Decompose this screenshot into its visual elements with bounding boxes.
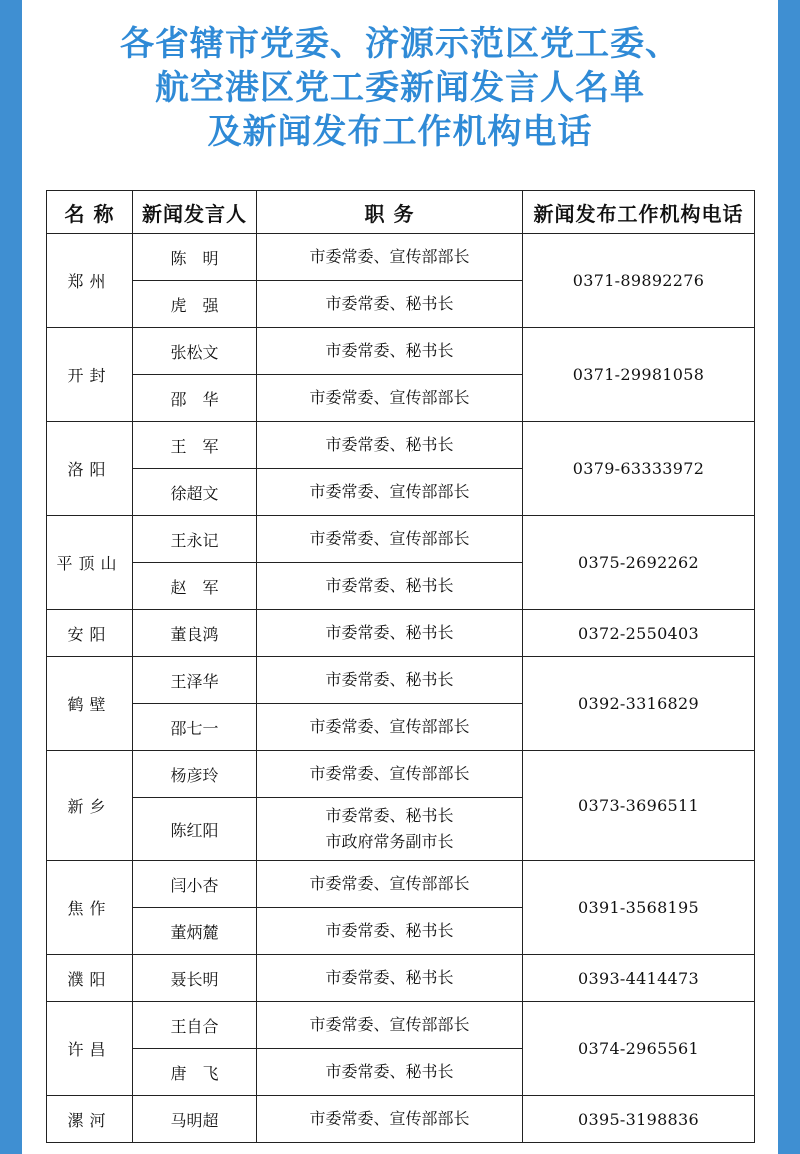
header-position: 职 务 <box>257 191 523 234</box>
table-row <box>47 955 755 1002</box>
table-row <box>47 751 755 798</box>
position-line: 市委常委、宣传部部长 <box>309 247 470 266</box>
phone-cell: 0379-63333972 <box>523 422 755 516</box>
page-title <box>22 22 778 154</box>
city-cell: 许昌 <box>47 1002 133 1096</box>
position-line: 市委常委、宣传部部长 <box>309 717 470 736</box>
table-row <box>47 234 755 281</box>
position-cell <box>257 610 523 657</box>
position-cell <box>257 516 523 563</box>
spokesperson-cell: 陈 明 <box>133 234 257 281</box>
position-line: 市委常委、秘书长 <box>325 968 454 987</box>
table-body <box>47 234 755 1143</box>
position-cell <box>257 375 523 422</box>
spokesperson-cell: 聂长明 <box>133 955 257 1002</box>
spokesperson-cell: 邵七一 <box>133 704 257 751</box>
position-line: 市委常委、宣传部部长 <box>309 529 470 548</box>
city-cell: 濮阳 <box>47 955 133 1002</box>
position-line: 市委常委、秘书长 <box>325 670 454 689</box>
spokesperson-cell: 陈红阳 <box>133 798 257 861</box>
phone-cell: 0395-3198836 <box>523 1096 755 1143</box>
position-line: 市委常委、宣传部部长 <box>309 1109 470 1128</box>
position-line: 市委常委、秘书长 <box>325 921 454 940</box>
position-cell <box>257 563 523 610</box>
city-cell: 平顶山 <box>47 516 133 610</box>
phone-cell: 0391-3568195 <box>523 861 755 955</box>
spokesperson-cell: 王自合 <box>133 1002 257 1049</box>
position-line: 市委常委、宣传部部长 <box>309 1015 470 1034</box>
table-header-row <box>47 191 755 234</box>
table-row <box>47 1096 755 1143</box>
city-cell: 鹤壁 <box>47 657 133 751</box>
city-cell: 安阳 <box>47 610 133 657</box>
position-cell <box>257 704 523 751</box>
spokesperson-cell: 赵 军 <box>133 563 257 610</box>
position-cell <box>257 1049 523 1096</box>
spokesperson-cell: 马明超 <box>133 1096 257 1143</box>
position-cell <box>257 657 523 704</box>
position-cell <box>257 908 523 955</box>
phone-cell: 0392-3316829 <box>523 657 755 751</box>
city-cell: 洛阳 <box>47 422 133 516</box>
position-line: 市委常委、秘书长 <box>325 806 454 825</box>
title-line-3: 及新闻发布工作机构电话 <box>207 112 593 152</box>
position-cell <box>257 281 523 328</box>
position-cell <box>257 955 523 1002</box>
document-page <box>22 0 778 1154</box>
city-cell: 郑州 <box>47 234 133 328</box>
spokesperson-cell: 虎 强 <box>133 281 257 328</box>
title-line-1: 各省辖市党委、济源示范区党工委、 <box>120 24 680 64</box>
position-line: 市委常委、秘书长 <box>325 1062 454 1081</box>
table-row <box>47 422 755 469</box>
position-line: 市委常委、秘书长 <box>325 623 454 642</box>
phone-cell: 0372-2550403 <box>523 610 755 657</box>
spokesperson-cell: 邵 华 <box>133 375 257 422</box>
table-row <box>47 328 755 375</box>
table-row <box>47 516 755 563</box>
city-cell: 焦作 <box>47 861 133 955</box>
position-line: 市委常委、秘书长 <box>325 576 454 595</box>
table-row <box>47 1002 755 1049</box>
header-name: 名 称 <box>47 191 133 234</box>
position-line: 市委常委、宣传部部长 <box>309 764 470 783</box>
position-cell <box>257 469 523 516</box>
position-line: 市政府常务副市长 <box>325 832 454 851</box>
spokesperson-cell: 董良鸿 <box>133 610 257 657</box>
phone-cell: 0375-2692262 <box>523 516 755 610</box>
city-cell: 漯河 <box>47 1096 133 1143</box>
header-spokesperson: 新闻发言人 <box>133 191 257 234</box>
position-cell <box>257 234 523 281</box>
spokesperson-cell: 董炳麓 <box>133 908 257 955</box>
position-line: 市委常委、宣传部部长 <box>309 482 470 501</box>
spokesperson-cell: 王泽华 <box>133 657 257 704</box>
spokesperson-table <box>46 190 755 1143</box>
position-line: 市委常委、宣传部部长 <box>309 874 470 893</box>
spokesperson-cell: 王永记 <box>133 516 257 563</box>
spokesperson-cell: 杨彦玲 <box>133 751 257 798</box>
title-line-2: 航空港区党工委新闻发言人名单 <box>155 68 645 108</box>
table-row <box>47 610 755 657</box>
table-row <box>47 861 755 908</box>
spokesperson-cell: 闫小杏 <box>133 861 257 908</box>
city-cell: 新乡 <box>47 751 133 861</box>
spokesperson-cell: 王 军 <box>133 422 257 469</box>
position-line: 市委常委、宣传部部长 <box>309 388 470 407</box>
phone-cell: 0393-4414473 <box>523 955 755 1002</box>
spokesperson-cell: 唐 飞 <box>133 1049 257 1096</box>
phone-cell: 0374-2965561 <box>523 1002 755 1096</box>
position-cell <box>257 422 523 469</box>
phone-cell: 0371-29981058 <box>523 328 755 422</box>
header-phone: 新闻发布工作机构电话 <box>523 191 755 234</box>
position-cell <box>257 1096 523 1143</box>
table-row <box>47 657 755 704</box>
position-cell <box>257 861 523 908</box>
position-cell <box>257 328 523 375</box>
position-cell <box>257 1002 523 1049</box>
position-cell <box>257 798 523 861</box>
city-cell: 开封 <box>47 328 133 422</box>
spokesperson-cell: 徐超文 <box>133 469 257 516</box>
phone-cell: 0373-3696511 <box>523 751 755 861</box>
phone-cell: 0371-89892276 <box>523 234 755 328</box>
position-cell <box>257 751 523 798</box>
spokesperson-cell: 张松文 <box>133 328 257 375</box>
position-line: 市委常委、秘书长 <box>325 294 454 313</box>
position-line: 市委常委、秘书长 <box>325 435 454 454</box>
position-line: 市委常委、秘书长 <box>325 341 454 360</box>
